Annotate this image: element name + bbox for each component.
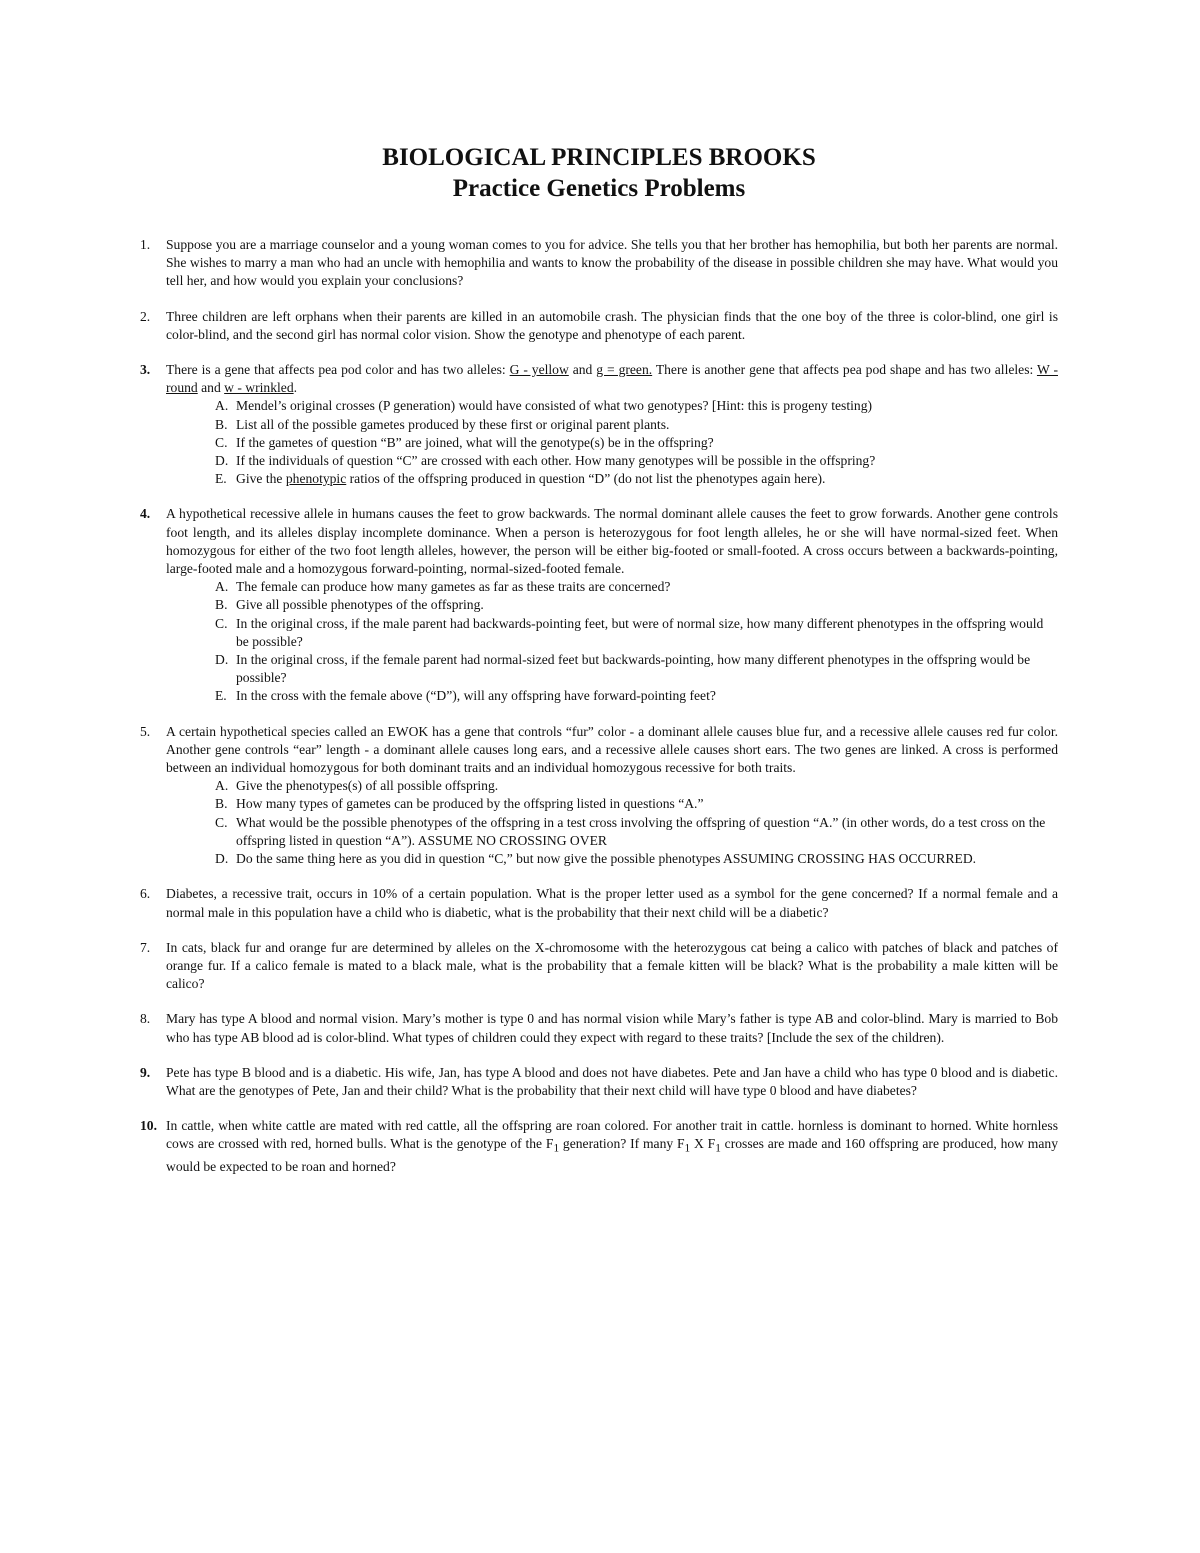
- subquestion-letter: C.: [215, 434, 228, 450]
- subquestion-letter: B.: [215, 416, 228, 432]
- question-9: [140, 1064, 1058, 1100]
- subquestion: [166, 596, 1058, 614]
- subquestion: [166, 434, 1058, 452]
- subquestion-list: [166, 578, 1058, 705]
- subquestion-list: [166, 777, 1058, 868]
- subscript: 1: [684, 1143, 691, 1156]
- question-3: [140, 361, 1058, 488]
- question-number: 3.: [140, 362, 151, 378]
- subquestion: [166, 850, 1058, 868]
- question-number: 2.: [140, 308, 151, 324]
- subquestion-text: If the gametes of question “B” are joined, what will the genotype(s) be in the offspring?: [236, 434, 714, 450]
- question-text: A certain hypothetical species called an EWOK has a gene that controls “fur” color - a dominant allele causes blue fur, and a recessive allele causes red fur color. Another gene controls “ear” length - a dominant allele causes long ears, and a recessive allele causes short ears. The two genes are linked. A cross is performed between an individual homozygous for both dominant traits and an individual homozygous recessive for both traits.: [166, 723, 1058, 776]
- subquestion-text: Do the same thing here as you did in question “C,” but now give the possible phenotypes ASSUMING CROSSING HAS OCCURRED.: [236, 851, 977, 867]
- subquestion-text: If the individuals of question “C” are crossed with each other. How many genotypes will be possible in the offspring?: [236, 453, 876, 469]
- subquestion-letter: A.: [215, 579, 229, 595]
- document-title: BIOLOGICAL PRINCIPLES BROOKS: [382, 144, 816, 171]
- question-number: 10.: [140, 1118, 157, 1134]
- subquestion-letter: D.: [215, 453, 229, 469]
- subquestion: [166, 578, 1058, 596]
- allele-green: g = green.: [596, 362, 653, 378]
- questions-list: [140, 236, 1058, 1176]
- question-text: Pete has type B blood and is a diabetic. His wife, Jan, has type A blood and does not have diabetes. Pete and Jan have a child who has type 0 blood and is diabetic. What are the genotypes of Pete, Jan and their child? What is the probability that their next child will have type 0 blood and have diabetes?: [166, 1064, 1058, 1098]
- subscript: 1: [553, 1143, 560, 1156]
- subquestion-text: Give all possible phenotypes of the offspring.: [236, 597, 484, 613]
- question-number: 4.: [140, 506, 151, 522]
- subquestion-letter: C.: [215, 814, 228, 830]
- subquestion-list: [166, 397, 1058, 488]
- question-text: [166, 362, 1058, 395]
- underlined-phenotypic: phenotypic: [285, 471, 347, 487]
- subquestion-letter: E.: [215, 471, 227, 487]
- text-run: X F: [690, 1136, 716, 1152]
- subquestion-letter: E.: [215, 688, 227, 704]
- question-text: In cats, black fur and orange fur are determined by alleles on the X-chromosome with the heterozygous cat being a calico with patches of black and patches of orange fur. If a calico female is mated to a black male, what is the probability that a female kitten will be black? What is the probability a male kitten will be calico?: [166, 939, 1058, 992]
- subquestion: [166, 795, 1058, 813]
- question-text: Suppose you are a marriage counselor and a young woman comes to you for advice. She tells you that her brother has hemophilia, but both her parents are normal. She wishes to marry a man who had an uncle with hemophilia and wants to know the probability of the disease in possible children she may have. What would you tell her, and how would you explain your conclusions?: [166, 237, 1058, 289]
- subquestion-letter: D.: [215, 652, 229, 668]
- text-run: crosses are made and 160 offspring are produced, how many would be expected to be roan and horned?: [166, 1136, 1058, 1175]
- subquestion-text: [236, 471, 825, 486]
- subquestion: [166, 814, 1058, 850]
- subquestion-text: List all of the possible gametes produced by these first or original parent plants.: [236, 416, 670, 432]
- subquestion: [166, 470, 1058, 488]
- subquestion-text: Mendel’s original crosses (P generation) would have consisted of what two genotypes? [Hint: this is progeny testing): [236, 398, 873, 414]
- text-run: and: [197, 380, 225, 396]
- question-text: [166, 1118, 1058, 1174]
- question-text: Mary has type A blood and normal vision. Mary’s mother is type 0 and has normal vision while Mary’s father is type AB and color-blind. Mary is married to Bob who has type AB blood ad is color-blind. What types of children could they expect with regard to these traits? [Include the sex of the children).: [166, 1011, 1058, 1045]
- subquestion: [166, 777, 1058, 795]
- question-text: A hypothetical recessive allele in humans causes the feet to grow backwards. The normal dominant allele causes the feet to grow forwards. Another gene controls foot length, and its alleles display incomplete dominance. When a person is heterozygous for foot length alleles, he or she will have normal-sized feet. When homozygous for either of the two foot length alleles, however, the person will be either big-footed or small-footed. A cross occurs between a backwards-pointing, large-footed male and a homozygous forward-pointing, normal-sized-footed female.: [166, 506, 1058, 577]
- question-text: Diabetes, a recessive trait, occurs in 10% of a certain population. What is the proper letter used as a symbol for the gene concerned? If a normal female and a normal male in this population have a child who is diabetic, what is the probability that their next child will be a diabetic?: [166, 886, 1058, 920]
- question-6: [140, 885, 1058, 921]
- subscript: 1: [715, 1143, 721, 1156]
- question-1: [140, 236, 1058, 291]
- subquestion: [166, 416, 1058, 434]
- question-number: 7.: [140, 939, 151, 955]
- subquestion-letter: A.: [215, 398, 229, 414]
- subquestion-text: What would be the possible phenotypes of the offspring in a test cross involving the offspring of question “A.” (in other words, do a test cross on the offspring listed in question “A”). ASSUME NO CROSSING OVER: [236, 814, 1046, 848]
- text-run: .: [293, 380, 298, 396]
- subquestion-text: The female can produce how many gametes as far as these traits are concerned?: [236, 579, 671, 595]
- question-4: [140, 505, 1058, 705]
- subquestion-letter: A.: [215, 778, 229, 794]
- text-run: In cattle, when white cattle are mated with red cattle, all the offspring are roan colored. For another trait in cattle. hornless is dominant to horned. White hornless cows are crossed with red, horned bulls. What is the genotype of the F: [166, 1118, 1058, 1152]
- question-8: [140, 1010, 1058, 1046]
- subquestion: [166, 397, 1058, 415]
- allele-wrinkled: w - wrinkled: [224, 380, 294, 396]
- subquestion-text: In the cross with the female above (“D”), will any offspring have forward-pointing feet?: [236, 688, 716, 704]
- subquestion: [166, 687, 1058, 705]
- subquestion: [166, 452, 1058, 470]
- subquestion-letter: C.: [215, 615, 228, 631]
- text-run: There is a gene that affects pea pod color and has two alleles:: [166, 362, 510, 378]
- question-number: 1.: [140, 237, 151, 252]
- question-number: 6.: [140, 886, 151, 902]
- allele-round: W - round: [166, 362, 1058, 396]
- question-7: [140, 939, 1058, 994]
- question-number: 5.: [140, 723, 151, 739]
- question-5: [140, 723, 1058, 869]
- text-run: and: [568, 362, 597, 378]
- text-run: There is another gene that affects pea pod shape and has two alleles:: [652, 362, 1037, 378]
- subquestion-letter: B.: [215, 597, 228, 613]
- text-run: ratios of the offspring produced in question “D” (do not list the phenotypes again here).: [346, 471, 826, 487]
- text-run: generation? If many F: [559, 1136, 685, 1152]
- subquestion: [166, 651, 1058, 687]
- document-subtitle: Practice Genetics Problems: [452, 175, 746, 202]
- question-2: [140, 308, 1058, 344]
- subquestion-text: In the original cross, if the male parent had backwards-pointing feet, but were of normal size, how many different phenotypes in the offspring would be possible?: [236, 615, 1044, 649]
- question-number: 9.: [140, 1064, 151, 1080]
- question-10: [140, 1117, 1058, 1176]
- text-run: Give the: [236, 471, 286, 487]
- subquestion: [166, 615, 1058, 651]
- question-text: Three children are left orphans when their parents are killed in an automobile crash. The physician finds that the one boy of the three is color-blind, one girl is color-blind, and the second girl has normal color vision. Show the genotype and phenotype of each parent.: [166, 308, 1058, 342]
- allele-yellow: G - yellow: [509, 362, 569, 378]
- subquestion-text: How many types of gametes can be produced by the offspring listed in questions “A.”: [236, 796, 704, 812]
- subquestion-letter: D.: [215, 851, 229, 867]
- subquestion-text: Give the phenotypes(s) of all possible offspring.: [236, 778, 499, 794]
- question-number: 8.: [140, 1011, 151, 1027]
- subquestion-letter: B.: [215, 796, 228, 812]
- subquestion-text: In the original cross, if the female parent had normal-sized feet but backwards-pointing, how many different phenotypes in the offspring would be possible?: [236, 652, 1031, 686]
